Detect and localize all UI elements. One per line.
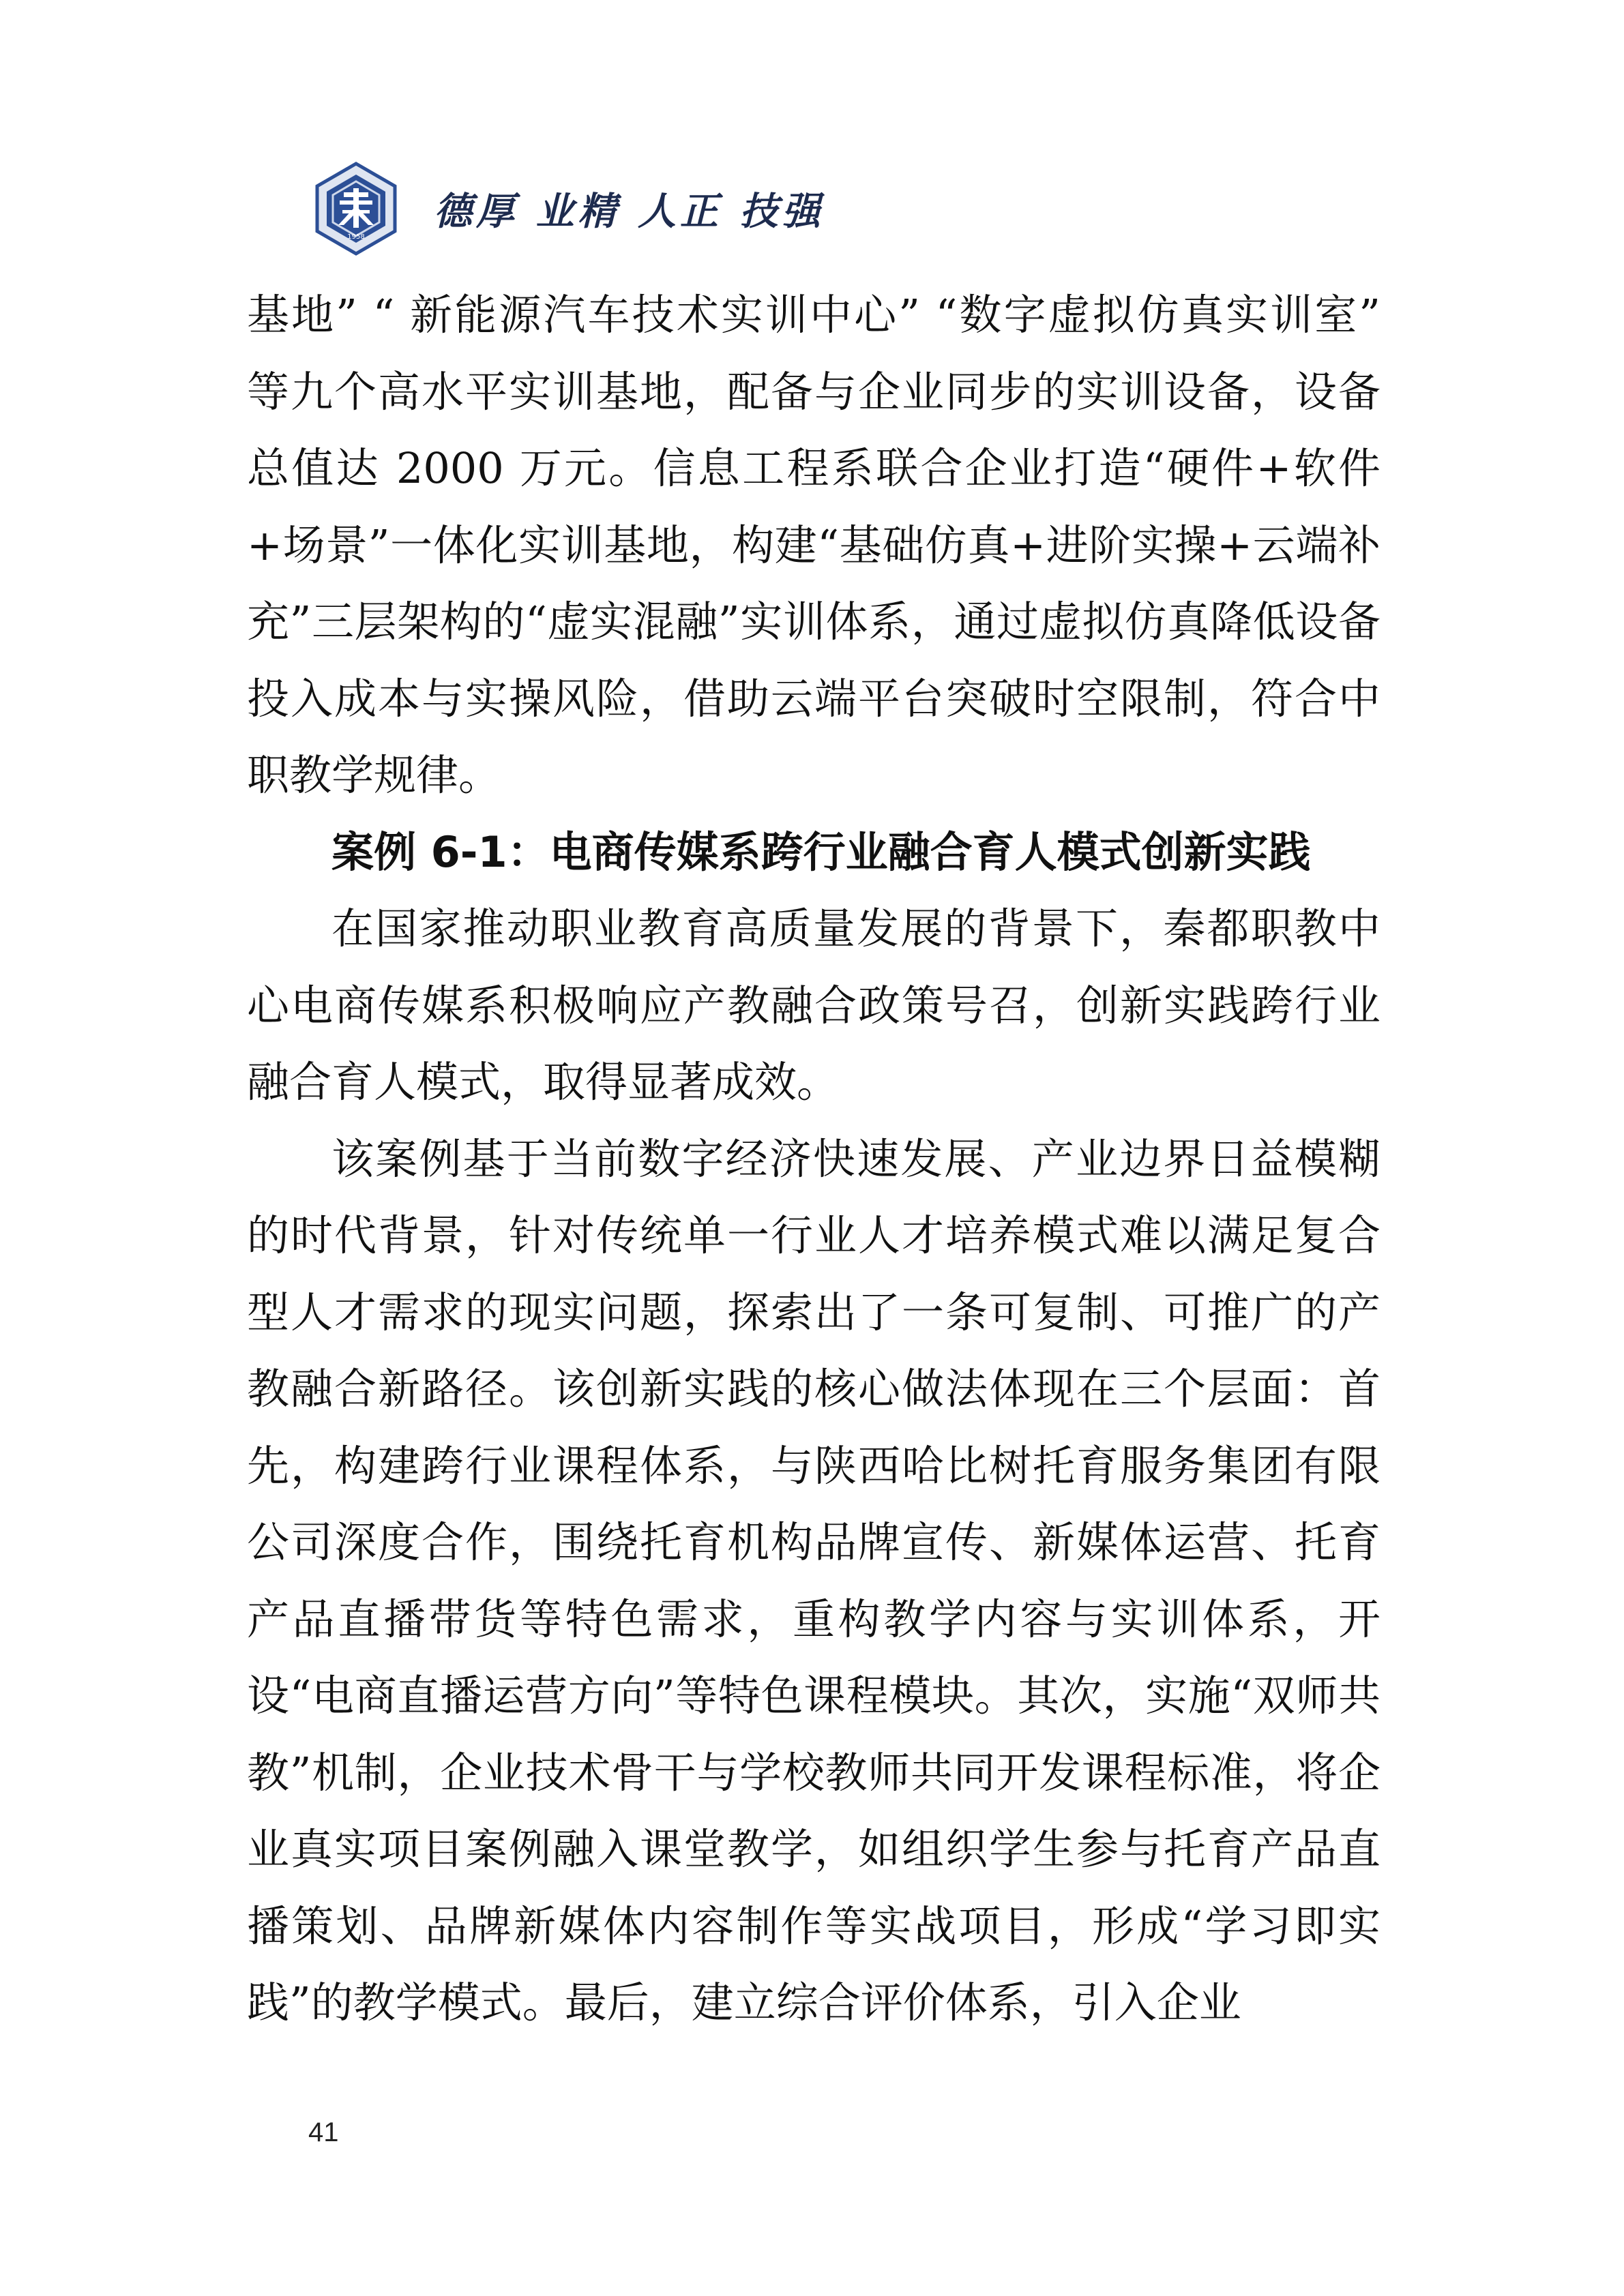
- school-emblem-icon: [308, 161, 404, 256]
- page-number: 41: [308, 2117, 339, 2147]
- page-header: [308, 155, 825, 261]
- emblem-year: 1958: [347, 233, 365, 241]
- main-content: [247, 277, 1381, 2042]
- paragraph-intro: 在国家推动职业教育高质量发展的背景下，秦都职教中心电商传媒系积极响应产教融合政策号召，创新实践跨行业融合育人模式，取得显著成效。: [247, 904, 1381, 1107]
- paragraph-detail: 该案例基于当前数字经济快速发展、产业边界日益模糊的时代背景，针对传统单一行业人才培养模式难以满足复合型人才需求的现实问题，探索出了一条可复制、可推广的产教融合新路径。该创新实践的核心做法体现在三个层面：首先，构建跨行业课程体系，与陕西哈比树托育服务集团有限公司深度合作，围绕托育机构品牌宣传、新媒体运营、托育产品直播带货等特色需求，重构教学内容与实训体系，开设“电商直播运营方向”等特色课程模块。其次，实施“双师共教”机制，企业技术骨干与学校教师共同开发课程标准，将企业真实项目案例融入课堂教学，如组织学生参与托育产品直播策划、品牌新媒体内容制作等实战项目，形成“学习即实践”的教学模式。最后，建立综合评价体系，引入企业: [247, 1133, 1381, 2027]
- paragraph-continuation: 基地” “ 新能源汽车技术实训中心” “数字虚拟仿真实训室” 等九个高水平实训基地，配备与企业同步的实训设备，设备总值达 2000 万元。信息工程系联合企业打造“硬件+软件+场景”一体化实训基地，构建“基础仿真+进阶实操+云端补充”三层架构的“虚实混融”实训体系，通过虚拟仿真降低设备投入成本与实操风险，借助云端平台突破时空限制，符合中职教学规律。: [247, 290, 1381, 800]
- school-motto: 德厚 业精 人正 技强: [434, 188, 825, 234]
- case-title: 案例 6-1：电商传媒系跨行业融合育人模式创新实践: [331, 826, 1311, 877]
